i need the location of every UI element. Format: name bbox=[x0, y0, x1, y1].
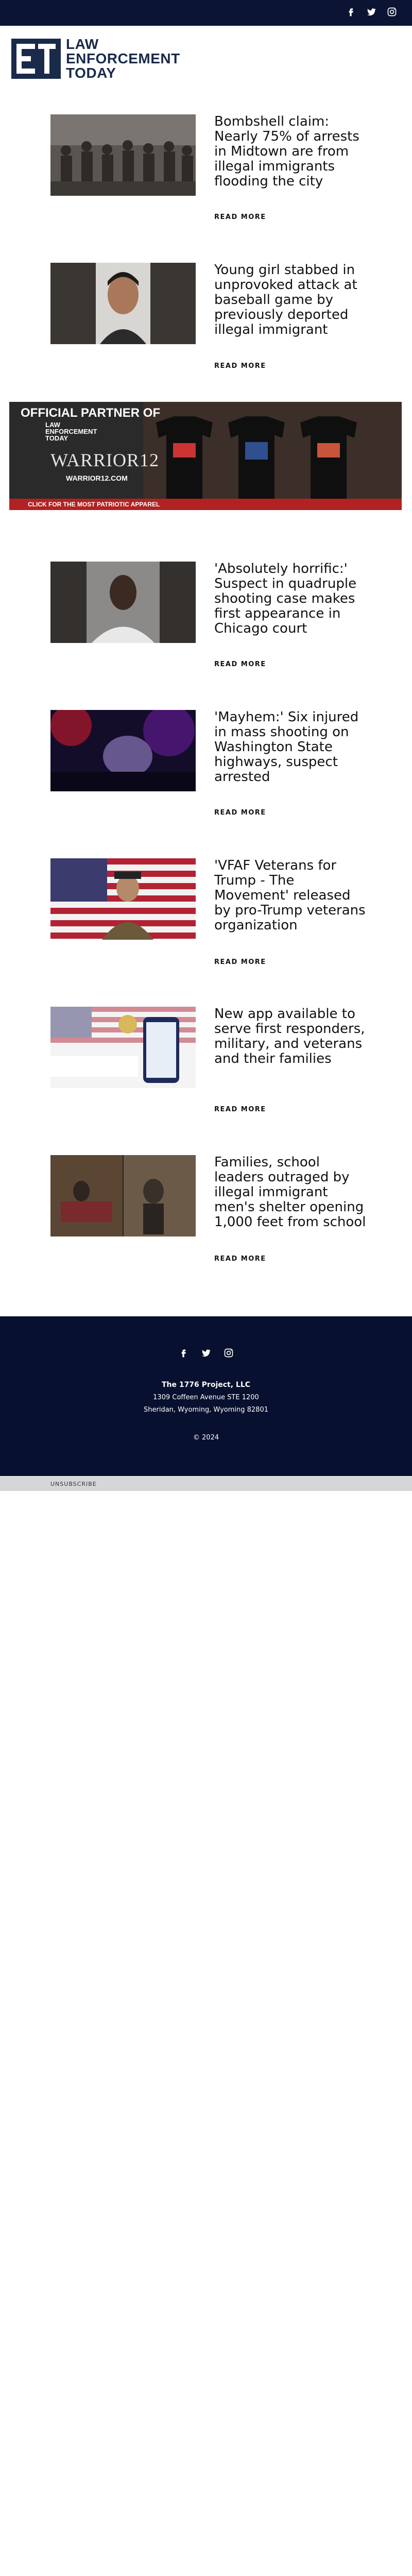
read-more-link[interactable]: READ MORE bbox=[214, 1106, 266, 1113]
site-logo[interactable] bbox=[11, 37, 228, 80]
footer-social-links bbox=[0, 1347, 412, 1359]
twitter-icon[interactable] bbox=[200, 1347, 212, 1359]
read-more-link[interactable]: READ MORE bbox=[214, 660, 266, 668]
banner-partner-logo bbox=[45, 421, 97, 442]
banner-logo-line: ENFORCEMENT bbox=[45, 428, 97, 435]
unsubscribe-link[interactable]: UNSUBSCRIBE bbox=[50, 1481, 97, 1487]
banner-brand: WARRIOR12 bbox=[50, 450, 160, 470]
article-card bbox=[50, 114, 370, 221]
banner-url: WARRIOR12.COM bbox=[66, 474, 128, 482]
article-title[interactable]: Bombshell claim: Nearly 75% of arrests in Midtown are from illegal immigrants flooding the city bbox=[214, 114, 359, 189]
banner-cta[interactable]: CLICK FOR THE MOST PATRIOTIC APPAREL bbox=[28, 501, 160, 508]
article-title[interactable]: Young girl stabbed in unprovoked attack at baseball game by previously deported illegal immigrant bbox=[214, 262, 357, 337]
read-more-link[interactable]: READ MORE bbox=[214, 809, 266, 817]
footer-copyright: © 2024 bbox=[193, 1434, 219, 1442]
article-card bbox=[50, 561, 370, 668]
logo-line: TODAY bbox=[66, 65, 116, 81]
footer-company: The 1776 Project, LLC bbox=[161, 1381, 251, 1389]
article-title[interactable]: New app available to serve first responders, military, and veterans and their families bbox=[214, 1006, 365, 1066]
facebook-icon[interactable] bbox=[178, 1347, 189, 1359]
footer-address-line: Sheridan, Wyoming, Wyoming 82801 bbox=[144, 1406, 268, 1414]
article-card bbox=[50, 709, 370, 817]
article-image[interactable] bbox=[50, 858, 196, 940]
unsubscribe-bar bbox=[0, 1477, 412, 1491]
banner-headline: OFFICIAL PARTNER OF bbox=[21, 406, 161, 420]
article-title[interactable]: 'Mayhem:' Six injured in mass shooting on Washington State highways, suspect arrested bbox=[214, 709, 359, 785]
article-image[interactable] bbox=[50, 1007, 196, 1088]
top-bar bbox=[0, 0, 412, 26]
instagram-icon[interactable] bbox=[386, 6, 398, 18]
article-image[interactable] bbox=[50, 710, 196, 791]
article-image[interactable] bbox=[50, 1155, 196, 1236]
article-title[interactable]: Families, school leaders outraged by illegal immigrant men's shelter opening 1,000 feet from school bbox=[214, 1155, 366, 1230]
banner-logo-line: TODAY bbox=[45, 434, 68, 442]
read-more-link[interactable]: READ MORE bbox=[214, 362, 266, 370]
read-more-link[interactable]: READ MORE bbox=[214, 1255, 266, 1263]
read-more-link[interactable]: READ MORE bbox=[214, 958, 266, 966]
article-card bbox=[50, 1006, 370, 1113]
logo-text bbox=[66, 37, 180, 80]
instagram-icon[interactable] bbox=[223, 1347, 234, 1359]
article-image[interactable] bbox=[50, 562, 196, 643]
twitter-icon[interactable] bbox=[366, 6, 377, 18]
partner-banner[interactable] bbox=[9, 402, 402, 510]
article-image[interactable] bbox=[50, 263, 196, 344]
article-image[interactable] bbox=[50, 114, 196, 196]
article-card bbox=[50, 262, 370, 370]
article-card bbox=[50, 1155, 370, 1263]
article-card bbox=[50, 858, 370, 966]
header-social-links bbox=[345, 6, 398, 18]
footer bbox=[0, 1316, 412, 1476]
footer-address-line: 1309 Coffeen Avenue STE 1200 bbox=[153, 1394, 259, 1401]
article-title[interactable]: 'VFAF Veterans for Trump - The Movement' released by pro-Trump veterans organization bbox=[214, 858, 366, 933]
facebook-icon[interactable] bbox=[345, 6, 356, 18]
logo-line: LAW bbox=[66, 36, 99, 52]
read-more-link[interactable]: READ MORE bbox=[214, 213, 266, 221]
logo-line: ENFORCEMENT bbox=[66, 50, 180, 66]
logo-mark bbox=[11, 39, 61, 79]
banner-logo-line: LAW bbox=[45, 421, 60, 429]
article-title[interactable]: 'Absolutely horrific:' Suspect in quadruple shooting case makes first appearance in Chicago court bbox=[214, 561, 357, 636]
